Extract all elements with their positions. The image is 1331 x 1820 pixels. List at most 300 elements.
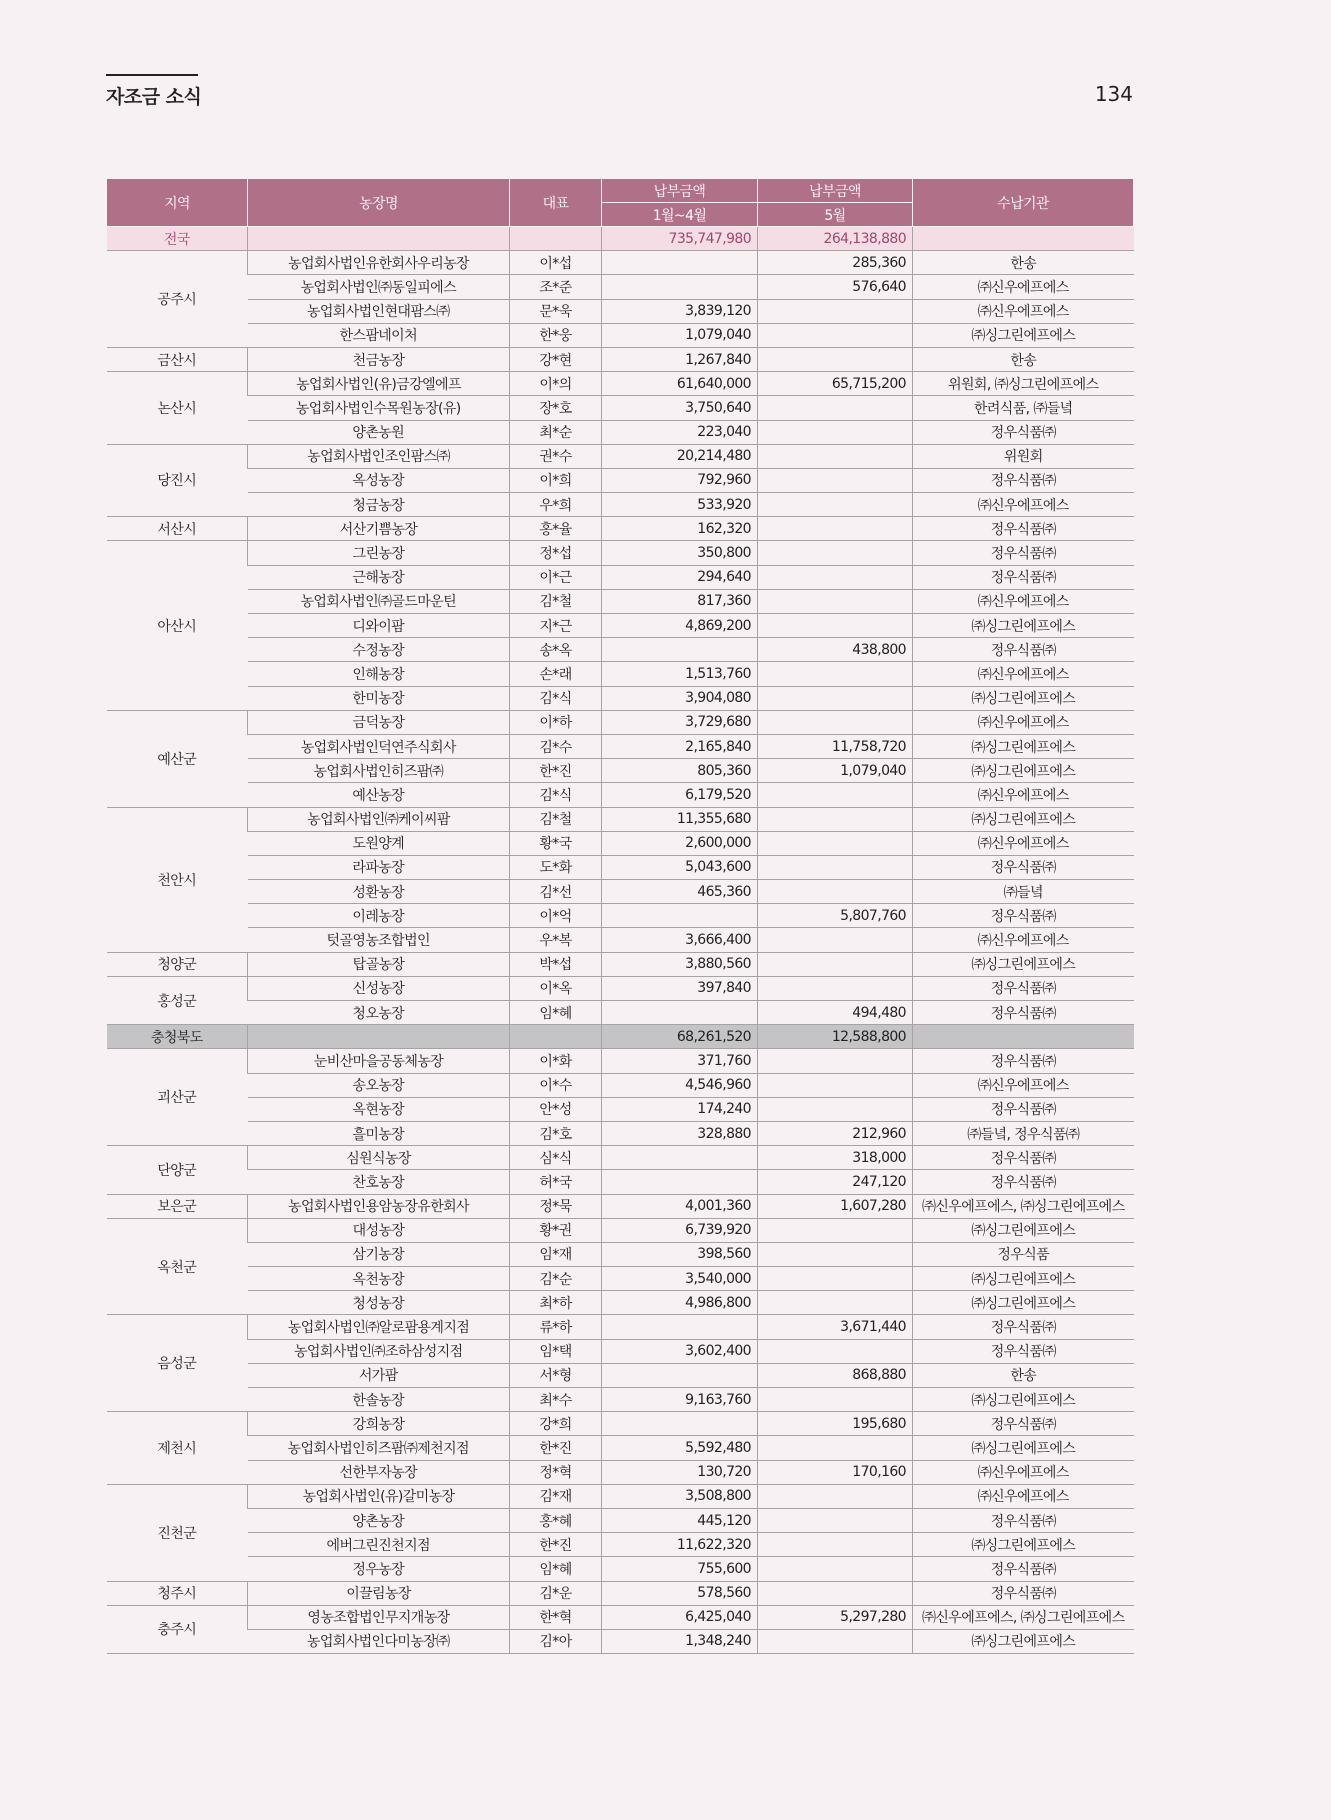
representative-cell: 이*옥 <box>510 976 602 1000</box>
province-label: 충청북도 <box>107 1025 248 1049</box>
representative-cell: 서*형 <box>510 1363 602 1387</box>
amount-jan-apr-cell: 4,546,960 <box>602 1073 758 1097</box>
table-row <box>107 904 1134 928</box>
amount-jan-apr-cell: 533,920 <box>602 493 758 517</box>
collecting-org-cell: ㈜신우에프에스 <box>913 662 1134 686</box>
farm-name-cell: 근해농장 <box>248 565 510 589</box>
farm-name-cell: 농업회사법인다미농장㈜ <box>248 1629 510 1653</box>
farm-name-cell: 농업회사법인㈜동일피에스 <box>248 275 510 299</box>
representative-cell: 이*근 <box>510 565 602 589</box>
farm-name-cell: 농업회사법인조인팜스㈜ <box>248 444 510 468</box>
amount-may-cell <box>758 420 913 444</box>
amount-jan-apr-cell: 5,043,600 <box>602 855 758 879</box>
table-row <box>107 1194 1134 1218</box>
table-body <box>107 227 1134 1654</box>
region-cell: 제천시 <box>107 1412 248 1485</box>
farm-name-cell: 눈비산마을공동체농장 <box>248 1049 510 1073</box>
collecting-org-cell: ㈜싱그린에프에스 <box>913 1533 1134 1557</box>
table-row <box>107 372 1134 396</box>
header-amount-may: 5월 <box>758 203 913 227</box>
amount-may-cell <box>758 976 913 1000</box>
province-org-cell <box>913 1025 1134 1049</box>
payment-table <box>106 178 1134 1654</box>
farm-name-cell: 농업회사법인히즈팜㈜제천지점 <box>248 1436 510 1460</box>
amount-jan-apr-cell <box>602 1146 758 1170</box>
farm-name-cell: 송오농장 <box>248 1073 510 1097</box>
table-row <box>107 541 1134 565</box>
representative-cell: 송*옥 <box>510 638 602 662</box>
header-amount-group-1: 납부금액 <box>602 179 758 203</box>
amount-may-cell <box>758 1629 913 1653</box>
amount-may-cell <box>758 1267 913 1291</box>
national-amount1: 735,747,980 <box>602 227 758 251</box>
collecting-org-cell: 한려식품, ㈜들녘 <box>913 396 1134 420</box>
collecting-org-cell: 정우식품 <box>913 1242 1134 1266</box>
table-row <box>107 855 1134 879</box>
region-cell: 보은군 <box>107 1194 248 1218</box>
amount-may-cell <box>758 493 913 517</box>
representative-cell: 조*준 <box>510 275 602 299</box>
amount-jan-apr-cell <box>602 1001 758 1025</box>
collecting-org-cell: ㈜들녘 <box>913 880 1134 904</box>
amount-jan-apr-cell: 1,348,240 <box>602 1629 758 1653</box>
collecting-org-cell: ㈜신우에프에스 <box>913 831 1134 855</box>
farm-name-cell: 청금농장 <box>248 493 510 517</box>
amount-may-cell <box>758 1218 913 1242</box>
farm-name-cell: 이레농장 <box>248 904 510 928</box>
representative-cell: 한*진 <box>510 759 602 783</box>
table-row <box>107 1073 1134 1097</box>
table-row <box>107 1121 1134 1145</box>
farm-name-cell: 정우농장 <box>248 1557 510 1581</box>
collecting-org-cell: 정우식품㈜ <box>913 855 1134 879</box>
farm-name-cell: 서가팜 <box>248 1363 510 1387</box>
region-cell: 당진시 <box>107 444 248 517</box>
collecting-org-cell: 정우식품㈜ <box>913 1412 1134 1436</box>
amount-may-cell <box>758 952 913 976</box>
table-row <box>107 807 1134 831</box>
table-row <box>107 1339 1134 1363</box>
amount-may-cell <box>758 1508 913 1532</box>
representative-cell: 이*억 <box>510 904 602 928</box>
table-row <box>107 662 1134 686</box>
amount-jan-apr-cell: 1,079,040 <box>602 323 758 347</box>
representative-cell: 한*웅 <box>510 323 602 347</box>
amount-may-cell: 438,800 <box>758 638 913 662</box>
collecting-org-cell: ㈜신우에프에스 <box>913 493 1134 517</box>
amount-jan-apr-cell: 6,179,520 <box>602 783 758 807</box>
amount-jan-apr-cell: 3,729,680 <box>602 710 758 734</box>
representative-cell: 지*근 <box>510 614 602 638</box>
region-cell: 진천군 <box>107 1484 248 1581</box>
representative-cell: 김*식 <box>510 783 602 807</box>
table-header <box>107 179 1134 227</box>
header-region: 지역 <box>107 179 248 227</box>
representative-cell: 김*운 <box>510 1581 602 1605</box>
representative-cell: 문*욱 <box>510 299 602 323</box>
table-row <box>107 1484 1134 1508</box>
region-cell: 예산군 <box>107 710 248 807</box>
amount-jan-apr-cell: 2,165,840 <box>602 734 758 758</box>
amount-jan-apr-cell: 2,600,000 <box>602 831 758 855</box>
amount-jan-apr-cell: 162,320 <box>602 517 758 541</box>
region-cell: 서산시 <box>107 517 248 541</box>
region-cell: 옥천군 <box>107 1218 248 1315</box>
collecting-org-cell: ㈜싱그린에프에스 <box>913 734 1134 758</box>
representative-cell: 최*순 <box>510 420 602 444</box>
collecting-org-cell: 한송 <box>913 347 1134 371</box>
table-row <box>107 638 1134 662</box>
farm-name-cell: 농업회사법인(유)갈미농장 <box>248 1484 510 1508</box>
header-rep: 대표 <box>510 179 602 227</box>
table-row <box>107 1267 1134 1291</box>
national-amount2: 264,138,880 <box>758 227 913 251</box>
collecting-org-cell: ㈜싱그린에프에스 <box>913 1388 1134 1412</box>
farm-name-cell: 도원양계 <box>248 831 510 855</box>
farm-name-cell: 라파농장 <box>248 855 510 879</box>
amount-jan-apr-cell: 5,592,480 <box>602 1436 758 1460</box>
representative-cell: 우*복 <box>510 928 602 952</box>
farm-name-cell: 탑골농장 <box>248 952 510 976</box>
amount-may-cell <box>758 541 913 565</box>
representative-cell: 김*선 <box>510 880 602 904</box>
representative-cell: 임*재 <box>510 1242 602 1266</box>
table-row <box>107 783 1134 807</box>
national-label: 전국 <box>107 227 248 251</box>
table-row <box>107 444 1134 468</box>
representative-cell: 우*희 <box>510 493 602 517</box>
collecting-org-cell: ㈜신우에프에스 <box>913 589 1134 613</box>
amount-may-cell <box>758 468 913 492</box>
table-row <box>107 976 1134 1000</box>
farm-name-cell: 예산농장 <box>248 783 510 807</box>
representative-cell: 허*국 <box>510 1170 602 1194</box>
collecting-org-cell: 위원회 <box>913 444 1134 468</box>
collecting-org-cell: ㈜싱그린에프에스 <box>913 1267 1134 1291</box>
farm-name-cell: 대성농장 <box>248 1218 510 1242</box>
amount-jan-apr-cell: 3,839,120 <box>602 299 758 323</box>
representative-cell: 안*성 <box>510 1097 602 1121</box>
farm-name-cell: 영농조합법인무지개농장 <box>248 1605 510 1629</box>
farm-name-cell: 강희농장 <box>248 1412 510 1436</box>
collecting-org-cell: ㈜신우에프에스, ㈜싱그린에프에스 <box>913 1605 1134 1629</box>
farm-name-cell: 이끌림농장 <box>248 1581 510 1605</box>
collecting-org-cell: 정우식품㈜ <box>913 468 1134 492</box>
representative-cell: 한*진 <box>510 1436 602 1460</box>
farm-name-cell: 선한부자농장 <box>248 1460 510 1484</box>
region-cell: 금산시 <box>107 347 248 371</box>
region-cell: 청양군 <box>107 952 248 976</box>
farm-name-cell: 농업회사법인현대팜스㈜ <box>248 299 510 323</box>
province-farm-cell <box>248 1025 510 1049</box>
farm-name-cell: 심원식농장 <box>248 1146 510 1170</box>
representative-cell: 이*하 <box>510 710 602 734</box>
amount-jan-apr-cell <box>602 638 758 662</box>
representative-cell: 도*화 <box>510 855 602 879</box>
province-row <box>107 1025 1134 1049</box>
table-row <box>107 299 1134 323</box>
farm-name-cell: 농업회사법인수목원농장(유) <box>248 396 510 420</box>
table-row <box>107 1460 1134 1484</box>
collecting-org-cell: ㈜신우에프에스 <box>913 1073 1134 1097</box>
farm-name-cell: 농업회사법인㈜케이씨팜 <box>248 807 510 831</box>
representative-cell: 강*희 <box>510 1412 602 1436</box>
table-row <box>107 614 1134 638</box>
amount-may-cell <box>758 517 913 541</box>
amount-jan-apr-cell <box>602 1170 758 1194</box>
collecting-org-cell: 정우식품㈜ <box>913 1339 1134 1363</box>
amount-jan-apr-cell <box>602 904 758 928</box>
collecting-org-cell: 정우식품㈜ <box>913 1581 1134 1605</box>
table-row <box>107 1291 1134 1315</box>
national-org-cell <box>913 227 1134 251</box>
collecting-org-cell: 한송 <box>913 251 1134 275</box>
representative-cell: 김*재 <box>510 1484 602 1508</box>
amount-may-cell <box>758 686 913 710</box>
amount-may-cell <box>758 783 913 807</box>
farm-name-cell: 텃골영농조합법인 <box>248 928 510 952</box>
amount-may-cell: 3,671,440 <box>758 1315 913 1339</box>
farm-name-cell: 청오농장 <box>248 1001 510 1025</box>
collecting-org-cell: 정우식품㈜ <box>913 420 1134 444</box>
amount-may-cell <box>758 831 913 855</box>
amount-may-cell: 11,758,720 <box>758 734 913 758</box>
amount-may-cell <box>758 710 913 734</box>
collecting-org-cell: ㈜싱그린에프에스 <box>913 759 1134 783</box>
table-row <box>107 1629 1134 1653</box>
region-cell: 논산시 <box>107 372 248 445</box>
representative-cell: 박*섭 <box>510 952 602 976</box>
table-row <box>107 589 1134 613</box>
representative-cell: 이*섭 <box>510 251 602 275</box>
collecting-org-cell: ㈜신우에프에스 <box>913 299 1134 323</box>
amount-jan-apr-cell: 61,640,000 <box>602 372 758 396</box>
amount-may-cell: 5,297,280 <box>758 1605 913 1629</box>
amount-jan-apr-cell: 755,600 <box>602 1557 758 1581</box>
farm-name-cell: 옥현농장 <box>248 1097 510 1121</box>
table-row <box>107 1242 1134 1266</box>
amount-jan-apr-cell: 1,513,760 <box>602 662 758 686</box>
representative-cell: 임*혜 <box>510 1001 602 1025</box>
farm-name-cell: 농업회사법인㈜골드마운틴 <box>248 589 510 613</box>
amount-jan-apr-cell: 578,560 <box>602 1581 758 1605</box>
amount-may-cell <box>758 1049 913 1073</box>
amount-may-cell <box>758 928 913 952</box>
amount-may-cell <box>758 1484 913 1508</box>
representative-cell: 임*택 <box>510 1339 602 1363</box>
national-total-row <box>107 227 1134 251</box>
representative-cell: 황*권 <box>510 1218 602 1242</box>
amount-jan-apr-cell: 371,760 <box>602 1049 758 1073</box>
amount-jan-apr-cell: 397,840 <box>602 976 758 1000</box>
farm-name-cell: 수정농장 <box>248 638 510 662</box>
collecting-org-cell: 정우식품㈜ <box>913 904 1134 928</box>
region-cell: 음성군 <box>107 1315 248 1412</box>
table-row <box>107 1508 1134 1532</box>
amount-jan-apr-cell: 445,120 <box>602 1508 758 1532</box>
representative-cell: 이*의 <box>510 372 602 396</box>
farm-name-cell: 양촌농원 <box>248 420 510 444</box>
collecting-org-cell: ㈜싱그린에프에스 <box>913 807 1134 831</box>
amount-may-cell <box>758 1581 913 1605</box>
table-row <box>107 1170 1134 1194</box>
table-row <box>107 1436 1134 1460</box>
table-row <box>107 347 1134 371</box>
amount-jan-apr-cell: 398,560 <box>602 1242 758 1266</box>
farm-name-cell: 양촌농장 <box>248 1508 510 1532</box>
header-farm: 농장명 <box>248 179 510 227</box>
amount-may-cell <box>758 807 913 831</box>
representative-cell: 이*희 <box>510 468 602 492</box>
table-row <box>107 734 1134 758</box>
table-row <box>107 1097 1134 1121</box>
table-row <box>107 1315 1134 1339</box>
representative-cell: 강*현 <box>510 347 602 371</box>
amount-jan-apr-cell: 4,869,200 <box>602 614 758 638</box>
amount-may-cell: 494,480 <box>758 1001 913 1025</box>
amount-may-cell: 285,360 <box>758 251 913 275</box>
header-rule <box>106 74 198 76</box>
farm-name-cell: 한솔농장 <box>248 1388 510 1412</box>
farm-name-cell: 그린농장 <box>248 541 510 565</box>
representative-cell: 김*호 <box>510 1121 602 1145</box>
representative-cell: 김*철 <box>510 807 602 831</box>
table-row <box>107 493 1134 517</box>
province-amount1: 68,261,520 <box>602 1025 758 1049</box>
farm-name-cell: 한미농장 <box>248 686 510 710</box>
table-row <box>107 1533 1134 1557</box>
farm-name-cell: 찬호농장 <box>248 1170 510 1194</box>
table-row <box>107 831 1134 855</box>
amount-jan-apr-cell: 1,267,840 <box>602 347 758 371</box>
collecting-org-cell: 정우식품㈜ <box>913 1557 1134 1581</box>
farm-name-cell: 신성농장 <box>248 976 510 1000</box>
farm-name-cell: 농업회사법인유한회사우리농장 <box>248 251 510 275</box>
section-title: 자조금 소식 <box>106 86 202 108</box>
amount-may-cell <box>758 1533 913 1557</box>
amount-may-cell <box>758 565 913 589</box>
collecting-org-cell: ㈜싱그린에프에스 <box>913 1218 1134 1242</box>
amount-jan-apr-cell: 11,355,680 <box>602 807 758 831</box>
amount-may-cell <box>758 323 913 347</box>
amount-may-cell: 212,960 <box>758 1121 913 1145</box>
farm-name-cell: 청성농장 <box>248 1291 510 1315</box>
collecting-org-cell: 정우식품㈜ <box>913 1001 1134 1025</box>
amount-jan-apr-cell: 3,880,560 <box>602 952 758 976</box>
collecting-org-cell: ㈜신우에프에스 <box>913 275 1134 299</box>
page-number: 134 <box>1094 82 1133 106</box>
header-amount-group-2: 납부금액 <box>758 179 913 203</box>
amount-jan-apr-cell: 6,739,920 <box>602 1218 758 1242</box>
amount-jan-apr-cell: 3,904,080 <box>602 686 758 710</box>
farm-name-cell: 천금농장 <box>248 347 510 371</box>
table-row <box>107 1581 1134 1605</box>
amount-jan-apr-cell <box>602 1363 758 1387</box>
table-row <box>107 1218 1134 1242</box>
amount-jan-apr-cell: 4,986,800 <box>602 1291 758 1315</box>
amount-jan-apr-cell: 223,040 <box>602 420 758 444</box>
amount-may-cell <box>758 1073 913 1097</box>
table-row <box>107 710 1134 734</box>
farm-name-cell: 옥성농장 <box>248 468 510 492</box>
farm-name-cell: 디와이팜 <box>248 614 510 638</box>
table-row <box>107 275 1134 299</box>
table-row <box>107 686 1134 710</box>
collecting-org-cell: 정우식품㈜ <box>913 638 1134 662</box>
representative-cell: 김*철 <box>510 589 602 613</box>
header-amount-jan-apr: 1월~4월 <box>602 203 758 227</box>
amount-jan-apr-cell: 3,540,000 <box>602 1267 758 1291</box>
amount-may-cell <box>758 1436 913 1460</box>
amount-jan-apr-cell: 3,666,400 <box>602 928 758 952</box>
amount-jan-apr-cell: 20,214,480 <box>602 444 758 468</box>
amount-may-cell: 247,120 <box>758 1170 913 1194</box>
farm-name-cell: 농업회사법인덕연주식회사 <box>248 734 510 758</box>
collecting-org-cell: 정우식품㈜ <box>913 1508 1134 1532</box>
collecting-org-cell: ㈜신우에프에스 <box>913 710 1134 734</box>
table-row <box>107 1605 1134 1629</box>
representative-cell: 심*식 <box>510 1146 602 1170</box>
amount-may-cell <box>758 614 913 638</box>
region-cell: 청주시 <box>107 1581 248 1605</box>
amount-jan-apr-cell: 174,240 <box>602 1097 758 1121</box>
representative-cell: 정*섭 <box>510 541 602 565</box>
collecting-org-cell: ㈜신우에프에스, ㈜싱그린에프에스 <box>913 1194 1134 1218</box>
collecting-org-cell: 정우식품㈜ <box>913 565 1134 589</box>
table-row <box>107 1146 1134 1170</box>
collecting-org-cell: 정우식품㈜ <box>913 1049 1134 1073</box>
amount-jan-apr-cell: 3,602,400 <box>602 1339 758 1363</box>
farm-name-cell: 농업회사법인㈜알로팜용계지점 <box>248 1315 510 1339</box>
amount-jan-apr-cell: 805,360 <box>602 759 758 783</box>
table-row <box>107 396 1134 420</box>
collecting-org-cell: ㈜신우에프에스 <box>913 1484 1134 1508</box>
representative-cell: 홍*혜 <box>510 1508 602 1532</box>
amount-jan-apr-cell <box>602 251 758 275</box>
collecting-org-cell: 정우식품㈜ <box>913 976 1134 1000</box>
representative-cell: 이*화 <box>510 1049 602 1073</box>
amount-may-cell <box>758 662 913 686</box>
farm-name-cell: 인해농장 <box>248 662 510 686</box>
table-row <box>107 759 1134 783</box>
province-rep-cell <box>510 1025 602 1049</box>
amount-may-cell <box>758 1097 913 1121</box>
collecting-org-cell: 정우식품㈜ <box>913 1146 1134 1170</box>
amount-may-cell: 65,715,200 <box>758 372 913 396</box>
collecting-org-cell: ㈜신우에프에스 <box>913 928 1134 952</box>
amount-may-cell: 1,607,280 <box>758 1194 913 1218</box>
collecting-org-cell: 정우식품㈜ <box>913 1170 1134 1194</box>
amount-may-cell <box>758 1339 913 1363</box>
amount-may-cell: 576,640 <box>758 275 913 299</box>
representative-cell: 김*아 <box>510 1629 602 1653</box>
region-cell: 충주시 <box>107 1605 248 1653</box>
amount-jan-apr-cell: 3,750,640 <box>602 396 758 420</box>
amount-may-cell <box>758 880 913 904</box>
province-amount2: 12,588,800 <box>758 1025 913 1049</box>
representative-cell: 한*진 <box>510 1533 602 1557</box>
farm-name-cell: 금덕농장 <box>248 710 510 734</box>
amount-jan-apr-cell: 792,960 <box>602 468 758 492</box>
amount-may-cell: 318,000 <box>758 1146 913 1170</box>
table-row <box>107 420 1134 444</box>
table-row <box>107 928 1134 952</box>
national-rep-cell <box>510 227 602 251</box>
collecting-org-cell: ㈜싱그린에프에스 <box>913 323 1134 347</box>
farm-name-cell: 삼기농장 <box>248 1242 510 1266</box>
national-farm-cell <box>248 227 510 251</box>
collecting-org-cell: 한송 <box>913 1363 1134 1387</box>
